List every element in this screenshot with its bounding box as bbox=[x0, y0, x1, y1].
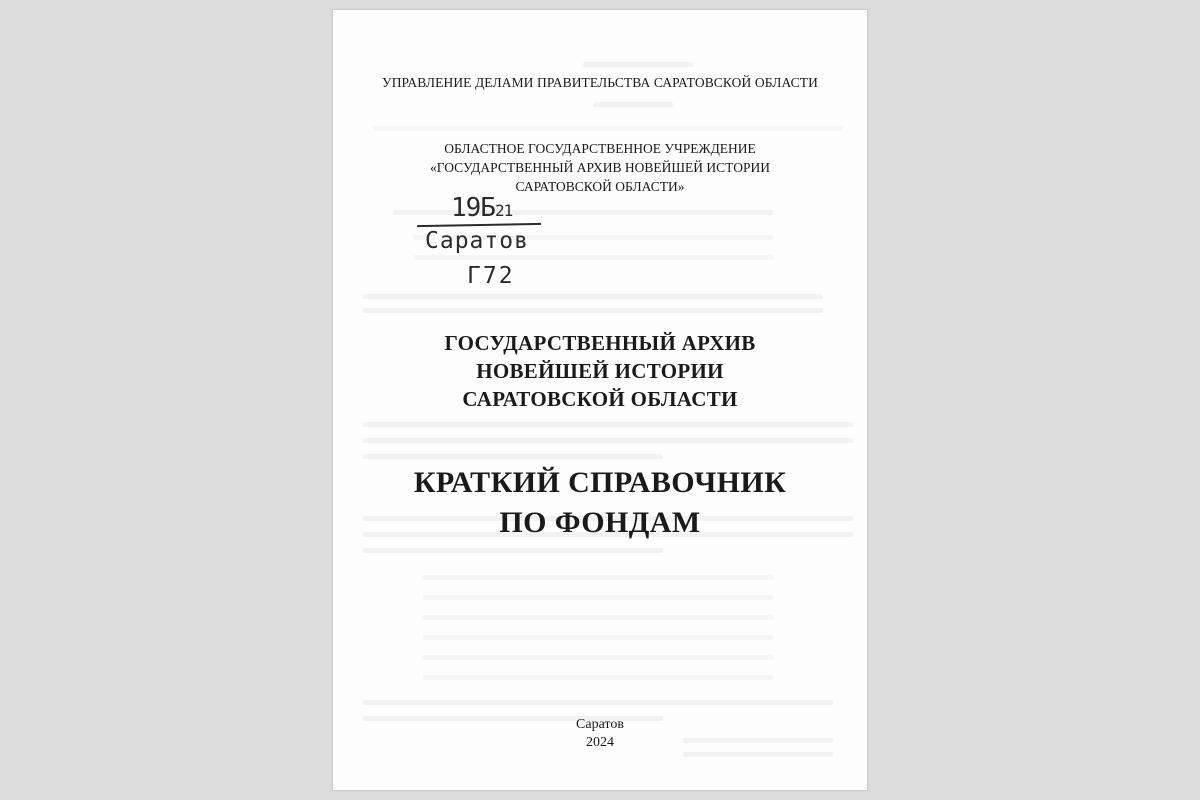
archive-title-line: НОВЕЙШЕЙ ИСТОРИИ bbox=[476, 359, 724, 383]
handwritten-underline bbox=[417, 223, 541, 227]
code-sub: 21 bbox=[494, 201, 513, 220]
institution-line: «ГОСУДАРСТВЕННЫЙ АРХИВ НОВЕЙШЕЙ ИСТОРИИ bbox=[430, 160, 770, 175]
code-main: 19Б bbox=[451, 193, 495, 223]
handwritten-classification-code bbox=[451, 193, 512, 223]
handwritten-city: Саратов bbox=[425, 228, 529, 254]
book-title-line: КРАТКИЙ СПРАВОЧНИК bbox=[413, 466, 787, 499]
institution-line: ОБЛАСТНОЕ ГОСУДАРСТВЕННОЕ УЧРЕЖДЕНИЕ bbox=[444, 141, 756, 156]
archive-title-line: ГОСУДАРСТВЕННЫЙ АРХИВ bbox=[444, 331, 756, 355]
imprint-year: 2024 bbox=[586, 735, 614, 750]
book-title-line: ПО ФОНДАМ bbox=[499, 506, 701, 539]
imprint bbox=[333, 716, 867, 752]
archive-title bbox=[333, 329, 867, 413]
institution-line: САРАТОВСКОЙ ОБЛАСТИ» bbox=[515, 179, 685, 194]
handwritten-shelf-mark: Г72 bbox=[467, 263, 515, 289]
ministry-heading: УПРАВЛЕНИЕ ДЕЛАМИ ПРАВИТЕЛЬСТВА САРАТОВСКОЙ ОБЛАСТИ bbox=[382, 75, 818, 90]
book-title bbox=[333, 463, 867, 543]
institution-name bbox=[333, 139, 867, 196]
title-page bbox=[333, 10, 867, 790]
imprint-city: Саратов bbox=[576, 717, 624, 732]
archive-title-line: САРАТОВСКОЙ ОБЛАСТИ bbox=[462, 387, 738, 411]
